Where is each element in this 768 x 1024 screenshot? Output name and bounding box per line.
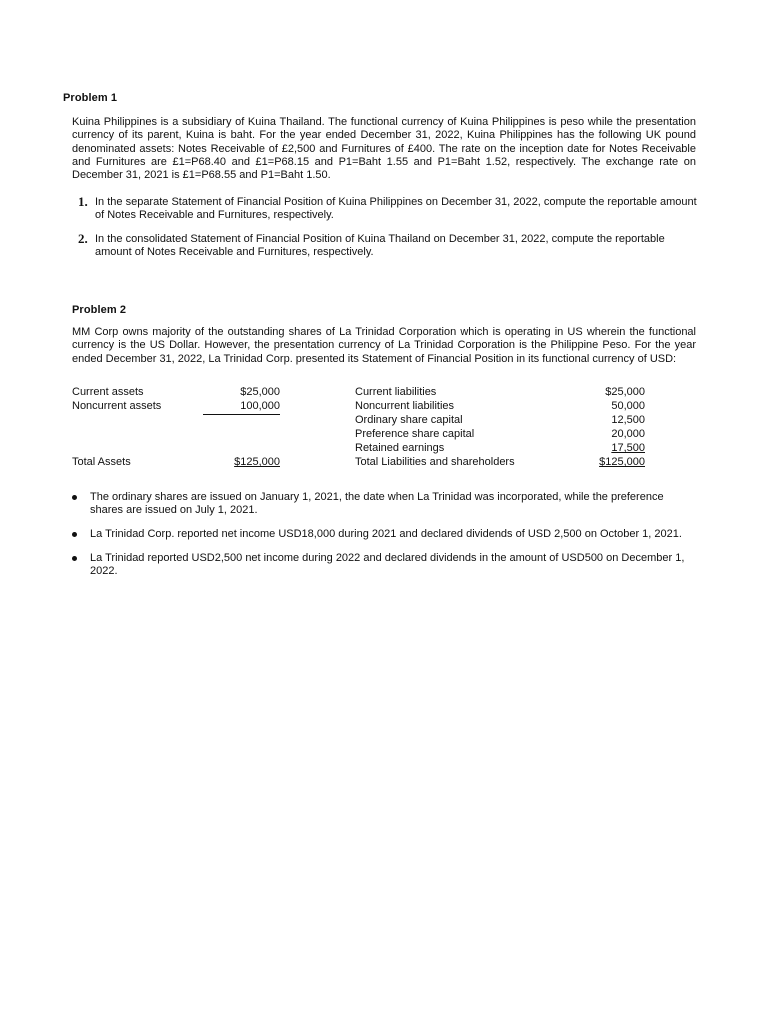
equity-label: Retained earnings <box>355 442 445 454</box>
liability-label: Current liabilities <box>355 386 437 398</box>
total-assets-amount: $125,000 <box>234 456 280 468</box>
equity-amount: 17,500 <box>611 442 645 454</box>
question-item <box>78 233 698 259</box>
total-liabilities-amount: $125,000 <box>599 456 645 468</box>
question-number: 2. <box>78 231 88 246</box>
equity-label: Preference share capital <box>355 428 475 440</box>
total-assets-label: Total Assets <box>72 456 131 468</box>
question-text: In the consolidated Statement of Financial Position of Kuina Thailand on December 31, 2022, compute the reportable amount of Notes Receivable and Furnitures, respectively. <box>95 233 665 258</box>
problem-2-paragraph: MM Corp owns majority of the outstanding shares of La Trinidad Corporation which is operating in US wherein the functional currency is the US Dollar. However, the presentation currency of La Trinidad Corporation is the Philippine Peso. For the year ended December 31, 2022, La Trinidad Corp. presented its Statement of Financial Position in its functional currency of USD: <box>72 326 696 365</box>
problem-2-heading: Problem 2 <box>72 304 127 316</box>
problem-2-notes <box>72 491 698 578</box>
problem-1-questions <box>78 196 698 259</box>
asset-amount: $25,000 <box>240 386 280 398</box>
bullet-icon <box>72 532 77 537</box>
question-item <box>78 196 698 222</box>
problem-1-heading: Problem 1 <box>63 92 118 104</box>
asset-label: Current assets <box>72 386 144 398</box>
asset-amount: 100,000 <box>240 400 280 412</box>
equity-amount: 20,000 <box>611 428 645 440</box>
bullet-icon <box>72 556 77 561</box>
asset-label: Noncurrent assets <box>72 400 162 412</box>
equity-label: Ordinary share capital <box>355 414 463 426</box>
liability-amount: 50,000 <box>611 400 645 412</box>
note-text: La Trinidad Corp. reported net income USD18,000 during 2021 and declared dividends of USD 2,500 on October 1, 2021. <box>90 528 682 540</box>
question-number: 1. <box>78 194 88 209</box>
liability-label: Noncurrent liabilities <box>355 400 455 412</box>
question-text: In the separate Statement of Financial Position of Kuina Philippines on December 31, 2022, compute the reportable amount of Notes Receivable and Furnitures, respectively. <box>95 196 697 221</box>
subtotal-rule <box>203 414 280 415</box>
note-item <box>72 491 698 517</box>
liability-amount: $25,000 <box>605 386 645 398</box>
note-text: La Trinidad reported USD2,500 net income during 2022 and declared dividends in the amount of USD500 on December 1, 2022. <box>90 552 685 577</box>
note-item <box>72 552 698 578</box>
note-text: The ordinary shares are issued on January 1, 2021, the date when La Trinidad was incorporated, while the preference shares are issued on July 1, 2021. <box>90 491 664 516</box>
note-item <box>72 528 698 541</box>
problem-1-paragraph: Kuina Philippines is a subsidiary of Kuina Thailand. The functional currency of Kuina Philippines is peso while the presentation currency of its parent, Kuina is baht. For the year ended December 31, 2022, Kuina Philippines has the following UK pound denominated assets: Notes Receivable of £2,500 and Furnitures of £400. The rate on the inception date for Notes Receivable and Furnitures are £1=P68.40 and £1=P68.15 and P1=Baht 1.55 and P1=Baht 1.52, respectively. The exchange rate on December 31, 2021 is £1=P68.55 and P1=Baht 1.50. <box>72 116 696 182</box>
total-liabilities-label: Total Liabilities and shareholders <box>355 456 515 468</box>
equity-amount: 12,500 <box>611 414 645 426</box>
bullet-icon <box>72 495 77 500</box>
